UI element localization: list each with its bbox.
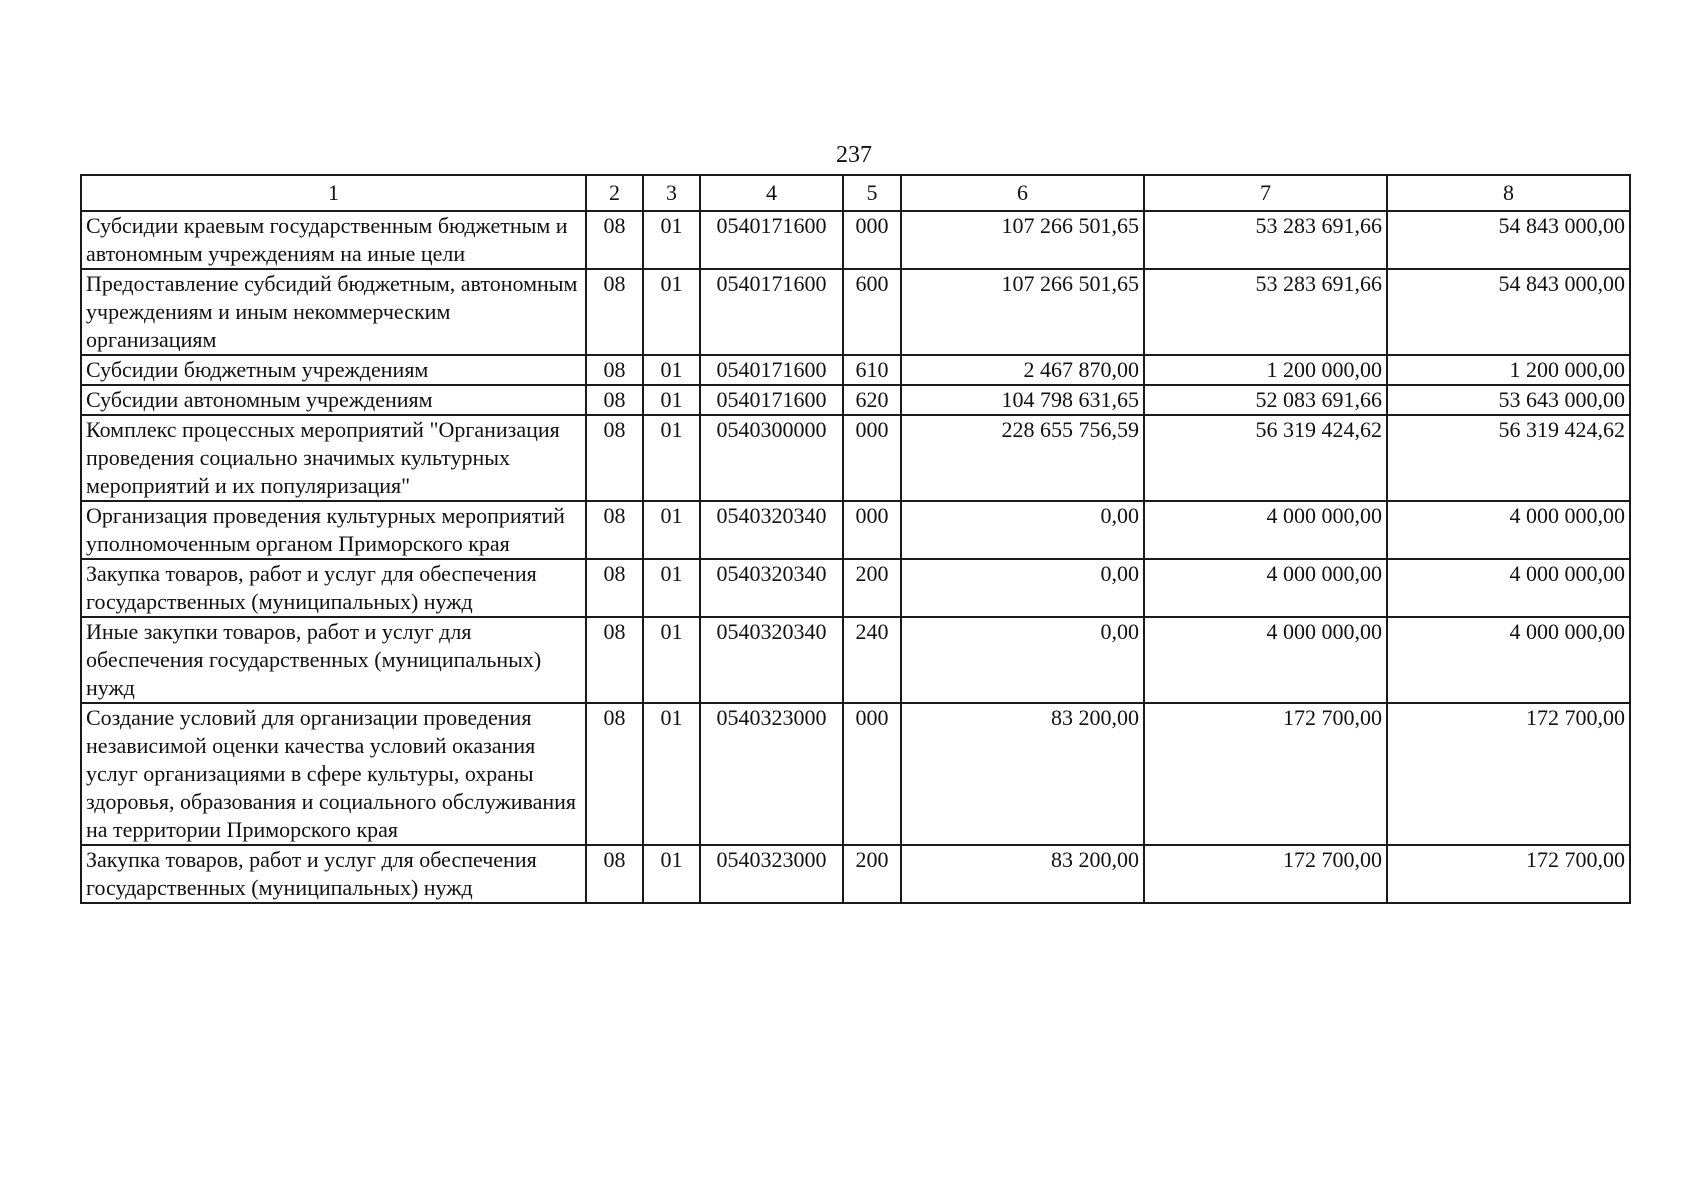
budget-table (80, 174, 1631, 904)
amount-col7: 4 000 000,00 (1144, 559, 1387, 617)
table-row (81, 501, 1630, 559)
amount-col8: 1 200 000,00 (1387, 355, 1630, 385)
amount-col6: 83 200,00 (901, 845, 1144, 903)
amount-col8: 172 700,00 (1387, 845, 1630, 903)
amount-col7: 52 083 691,66 (1144, 385, 1387, 415)
header-cell: 2 (586, 175, 643, 211)
subsection-code: 01 (643, 501, 700, 559)
table-row (81, 211, 1630, 269)
row-name: Организация проведения культурных мероприятий уполномоченным органом Приморского края (81, 501, 586, 559)
table-row (81, 385, 1630, 415)
amount-col7: 172 700,00 (1144, 845, 1387, 903)
expense-type-code: 000 (843, 501, 901, 559)
section-code: 08 (586, 269, 643, 355)
expense-type-code: 600 (843, 269, 901, 355)
amount-col7: 53 283 691,66 (1144, 269, 1387, 355)
section-code: 08 (586, 355, 643, 385)
amount-col7: 4 000 000,00 (1144, 617, 1387, 703)
target-article-code: 0540323000 (700, 703, 843, 845)
subsection-code: 01 (643, 211, 700, 269)
row-name: Предоставление субсидий бюджетным, автономным учреждениям и иным некоммерческим организациям (81, 269, 586, 355)
row-name: Субсидии автономным учреждениям (81, 385, 586, 415)
amount-col7: 56 319 424,62 (1144, 415, 1387, 501)
subsection-code: 01 (643, 385, 700, 415)
subsection-code: 01 (643, 269, 700, 355)
target-article-code: 0540320340 (700, 617, 843, 703)
header-row (81, 175, 1630, 211)
expense-type-code: 000 (843, 703, 901, 845)
section-code: 08 (586, 501, 643, 559)
table-row (81, 703, 1630, 845)
header-cell: 8 (1387, 175, 1630, 211)
amount-col6: 228 655 756,59 (901, 415, 1144, 501)
page-number: 237 (836, 142, 872, 168)
target-article-code: 0540171600 (700, 269, 843, 355)
target-article-code: 0540320340 (700, 559, 843, 617)
row-name: Закупка товаров, работ и услуг для обеспечения государственных (муниципальных) нужд (81, 845, 586, 903)
amount-col6: 0,00 (901, 617, 1144, 703)
subsection-code: 01 (643, 355, 700, 385)
header-cell: 6 (901, 175, 1144, 211)
section-code: 08 (586, 617, 643, 703)
amount-col8: 54 843 000,00 (1387, 269, 1630, 355)
row-name: Комплекс процессных мероприятий "Организация проведения социально значимых культурных мероприятий и их популяризация" (81, 415, 586, 501)
subsection-code: 01 (643, 617, 700, 703)
expense-type-code: 610 (843, 355, 901, 385)
amount-col7: 4 000 000,00 (1144, 501, 1387, 559)
amount-col8: 4 000 000,00 (1387, 559, 1630, 617)
amount-col7: 53 283 691,66 (1144, 211, 1387, 269)
expense-type-code: 240 (843, 617, 901, 703)
table-row (81, 355, 1630, 385)
subsection-code: 01 (643, 845, 700, 903)
table-row (81, 617, 1630, 703)
table-row (81, 845, 1630, 903)
target-article-code: 0540171600 (700, 385, 843, 415)
header-cell: 4 (700, 175, 843, 211)
section-code: 08 (586, 385, 643, 415)
amount-col7: 172 700,00 (1144, 703, 1387, 845)
amount-col8: 4 000 000,00 (1387, 501, 1630, 559)
section-code: 08 (586, 703, 643, 845)
subsection-code: 01 (643, 415, 700, 501)
table-row (81, 415, 1630, 501)
header-cell: 5 (843, 175, 901, 211)
expense-type-code: 200 (843, 559, 901, 617)
amount-col8: 4 000 000,00 (1387, 617, 1630, 703)
amount-col8: 53 643 000,00 (1387, 385, 1630, 415)
subsection-code: 01 (643, 559, 700, 617)
amount-col6: 104 798 631,65 (901, 385, 1144, 415)
section-code: 08 (586, 845, 643, 903)
amount-col7: 1 200 000,00 (1144, 355, 1387, 385)
amount-col6: 0,00 (901, 559, 1144, 617)
section-code: 08 (586, 559, 643, 617)
expense-type-code: 000 (843, 211, 901, 269)
target-article-code: 0540320340 (700, 501, 843, 559)
amount-col8: 172 700,00 (1387, 703, 1630, 845)
amount-col6: 0,00 (901, 501, 1144, 559)
subsection-code: 01 (643, 703, 700, 845)
amount-col6: 83 200,00 (901, 703, 1144, 845)
row-name: Создание условий для организации проведения независимой оценки качества условий оказания услуг организациями в сфере культуры, охраны здоровья, образования и социального обслуживания на территории Приморского края (81, 703, 586, 845)
expense-type-code: 000 (843, 415, 901, 501)
header-cell: 1 (81, 175, 586, 211)
target-article-code: 0540171600 (700, 211, 843, 269)
target-article-code: 0540323000 (700, 845, 843, 903)
row-name: Субсидии бюджетным учреждениям (81, 355, 586, 385)
amount-col6: 107 266 501,65 (901, 211, 1144, 269)
amount-col6: 107 266 501,65 (901, 269, 1144, 355)
section-code: 08 (586, 415, 643, 501)
amount-col8: 56 319 424,62 (1387, 415, 1630, 501)
target-article-code: 0540300000 (700, 415, 843, 501)
header-cell: 7 (1144, 175, 1387, 211)
target-article-code: 0540171600 (700, 355, 843, 385)
amount-col6: 2 467 870,00 (901, 355, 1144, 385)
expense-type-code: 200 (843, 845, 901, 903)
section-code: 08 (586, 211, 643, 269)
header-cell: 3 (643, 175, 700, 211)
amount-col8: 54 843 000,00 (1387, 211, 1630, 269)
table-row (81, 269, 1630, 355)
row-name: Закупка товаров, работ и услуг для обеспечения государственных (муниципальных) нужд (81, 559, 586, 617)
row-name: Субсидии краевым государственным бюджетным и автономным учреждениям на иные цели (81, 211, 586, 269)
expense-type-code: 620 (843, 385, 901, 415)
table-row (81, 559, 1630, 617)
row-name: Иные закупки товаров, работ и услуг для обеспечения государственных (муниципальных) нужд (81, 617, 586, 703)
